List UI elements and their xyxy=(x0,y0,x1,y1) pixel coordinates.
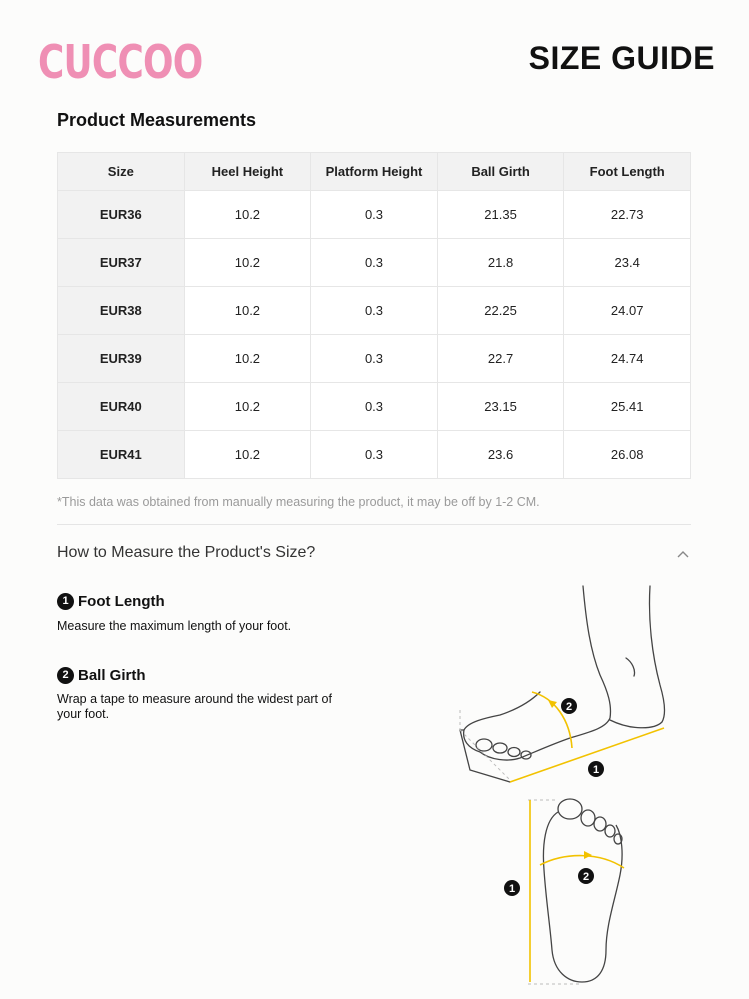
header-ball-girth: Ball Girth xyxy=(437,153,564,191)
table-row xyxy=(58,191,691,239)
header-platform-height: Platform Height xyxy=(311,153,438,191)
svg-text:2: 2 xyxy=(565,701,573,713)
size-cell: EUR36 xyxy=(58,191,185,239)
divider xyxy=(57,524,691,525)
foot-length-cell: 24.07 xyxy=(564,287,691,335)
ball-girth-cell: 21.35 xyxy=(437,191,564,239)
foot-length-cell: 24.74 xyxy=(564,335,691,383)
foot-sole-illustration xyxy=(543,799,622,982)
table-row xyxy=(58,287,691,335)
measurement-note: *This data was obtained from manually measuring the product, it may be off by 1-2 CM. xyxy=(57,495,540,509)
foot-length-cell: 26.08 xyxy=(564,431,691,479)
brand-logo: CUCCOO xyxy=(38,35,203,89)
heel-height-cell: 10.2 xyxy=(184,431,311,479)
badge-1-side xyxy=(588,761,604,777)
header-foot-length: Foot Length xyxy=(564,153,691,191)
page-title: SIZE GUIDE xyxy=(528,40,715,76)
table-row xyxy=(58,335,691,383)
platform-height-cell: 0.3 xyxy=(311,191,438,239)
size-cell: EUR40 xyxy=(58,383,185,431)
foot-length-cell: 25.41 xyxy=(564,383,691,431)
badge-1-sole xyxy=(504,880,520,896)
platform-height-cell: 0.3 xyxy=(311,383,438,431)
badge-2-sole xyxy=(578,868,594,884)
platform-height-cell: 0.3 xyxy=(311,239,438,287)
table-row xyxy=(58,383,691,431)
platform-height-cell: 0.3 xyxy=(311,287,438,335)
badge-2-side xyxy=(561,698,577,714)
table-row xyxy=(58,239,691,287)
foot-side-illustration xyxy=(460,586,664,782)
heel-height-cell: 10.2 xyxy=(184,287,311,335)
platform-height-cell: 0.3 xyxy=(311,335,438,383)
step-title-text: Foot Length xyxy=(78,593,165,610)
svg-text:1: 1 xyxy=(508,883,516,895)
howto-accordion-title[interactable]: How to Measure the Product's Size? xyxy=(57,544,316,561)
heel-height-cell: 10.2 xyxy=(184,191,311,239)
platform-height-cell: 0.3 xyxy=(311,431,438,479)
section-title: Product Measurements xyxy=(57,110,257,130)
foot-length-cell: 23.4 xyxy=(564,239,691,287)
foot-measurement-illustration xyxy=(440,580,700,990)
size-cell: EUR38 xyxy=(58,287,185,335)
sole-girth-tape xyxy=(540,856,624,868)
size-cell: EUR41 xyxy=(58,431,185,479)
step-number-badge: 1 xyxy=(57,593,74,610)
length-tape xyxy=(510,728,664,782)
ball-girth-cell: 22.25 xyxy=(437,287,564,335)
heel-height-cell: 10.2 xyxy=(184,239,311,287)
ball-girth-cell: 21.8 xyxy=(437,239,564,287)
table-header-row xyxy=(58,153,691,191)
header-size: Size xyxy=(58,153,185,191)
ball-girth-cell: 23.6 xyxy=(437,431,564,479)
step-number-badge: 2 xyxy=(57,667,74,684)
chevron-up-icon[interactable] xyxy=(676,549,690,559)
table-row xyxy=(58,431,691,479)
measurements-table xyxy=(57,152,691,479)
size-cell: EUR37 xyxy=(58,239,185,287)
step-foot-length-title xyxy=(57,593,165,610)
size-cell: EUR39 xyxy=(58,335,185,383)
heel-height-cell: 10.2 xyxy=(184,335,311,383)
ball-girth-cell: 22.7 xyxy=(437,335,564,383)
svg-text:2: 2 xyxy=(582,871,590,883)
step-title-text: Ball Girth xyxy=(78,667,146,684)
step-foot-length-desc: Measure the maximum length of your foot. xyxy=(57,619,292,633)
step-ball-girth-desc: Wrap a tape to measure around the widest part of your foot. xyxy=(57,692,332,721)
ball-girth-cell: 23.15 xyxy=(437,383,564,431)
step-ball-girth-title xyxy=(57,667,146,684)
svg-text:1: 1 xyxy=(592,764,600,776)
foot-length-cell: 22.73 xyxy=(564,191,691,239)
heel-height-cell: 10.2 xyxy=(184,383,311,431)
header-heel-height: Heel Height xyxy=(184,153,311,191)
